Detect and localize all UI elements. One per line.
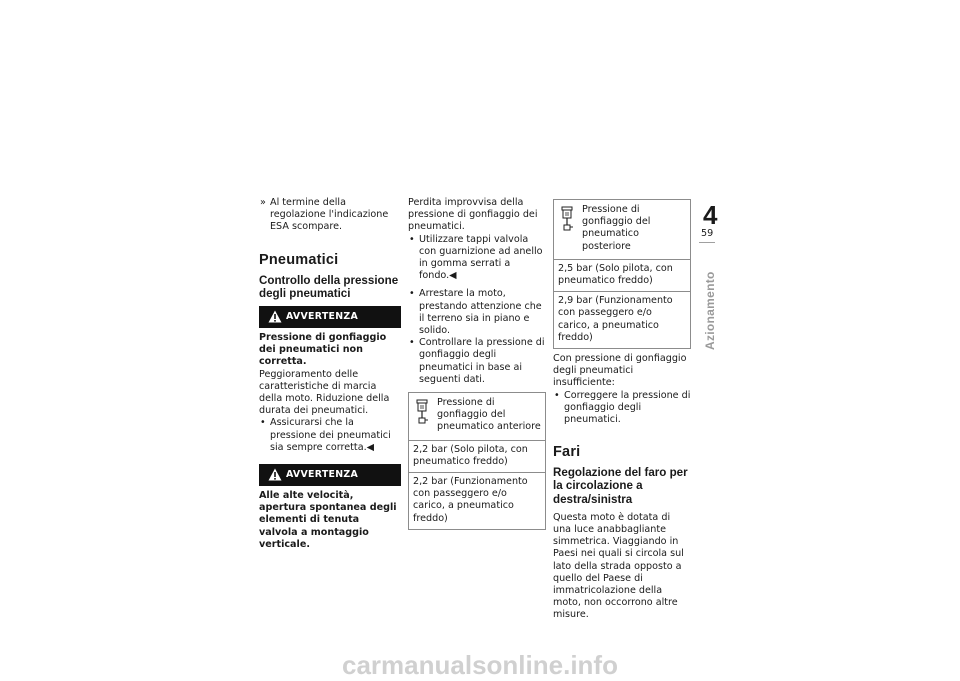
list-item-text: Correggere la pressione di gonfiaggio degli pneumatici. bbox=[564, 389, 691, 426]
column-middle bbox=[408, 197, 546, 534]
table-header-text: Pressione di gonfiaggio del pneumatico anteriore bbox=[437, 397, 541, 433]
column-right bbox=[553, 197, 691, 622]
warning-title: Alle alte velocità, apertura spontanea degli elementi di tenuta valvola a montaggio verticale. bbox=[259, 490, 397, 550]
paragraph: Perdita improvvisa della pressione di gonfiaggio dei pneumatici. bbox=[408, 197, 538, 233]
table-header bbox=[554, 200, 690, 259]
table-row: 2,2 bar (Solo pilota, con pneumatico freddo) bbox=[409, 440, 545, 472]
list-item bbox=[408, 337, 546, 386]
list-item bbox=[408, 234, 546, 283]
table-row: 2,5 bar (Solo pilota, con pneumatico freddo) bbox=[554, 259, 690, 291]
list-item bbox=[553, 390, 691, 427]
result-text: Al termine della regolazione l'indicazione ESA scompare. bbox=[270, 197, 389, 233]
list-item-text: Controllare la pressione di gonfiaggio degli pneumatici in base ai seguenti dati. bbox=[419, 337, 545, 385]
page-number: 59 bbox=[701, 228, 714, 239]
warning-title: Pressione di gonfiaggio dei pneumatici non corretta. bbox=[259, 332, 387, 368]
table-header-text: Pressione di gonfiaggio del pneumatico posteriore bbox=[582, 204, 651, 252]
heading-regolazione-faro: Regolazione del faro per la circolazione a destra/sinistra bbox=[553, 466, 688, 506]
bullet-icon: • bbox=[409, 337, 415, 349]
table-row: 2,9 bar (Funzionamento con passeggero e/o carico, a pneumatico freddo) bbox=[554, 291, 690, 348]
heading-pneumatici: Pneumatici bbox=[259, 251, 339, 268]
bullet-icon: • bbox=[409, 233, 415, 245]
front-tire-pressure-table bbox=[408, 392, 546, 530]
watermark: carmanualsonline.info bbox=[342, 650, 618, 680]
list-item-text: Assicurarsi che la pressione dei pneumatici sia sempre corretta.◀ bbox=[270, 417, 391, 453]
heading-fari: Fari bbox=[553, 444, 581, 461]
warning-triangle-icon bbox=[268, 468, 282, 481]
bullet-icon: • bbox=[554, 389, 560, 401]
section-title: Azionamento bbox=[703, 271, 717, 350]
list-item bbox=[408, 288, 546, 337]
list-item-text: Arrestare la moto, prestando attenzione che il terreno sia in piano e solido. bbox=[419, 288, 542, 337]
warning-label: AVVERTENZA bbox=[286, 469, 359, 481]
warning-label: AVVERTENZA bbox=[286, 311, 359, 323]
warning-triangle-icon bbox=[268, 310, 282, 323]
column-left bbox=[259, 197, 401, 551]
table-row: 2,2 bar (Funzionamento con passeggero e/o carico, a pneumatico freddo) bbox=[409, 472, 545, 529]
paragraph: Con pressione di gonfiaggio degli pneumatici insufficiente: bbox=[553, 353, 687, 389]
paragraph: Questa moto è dotata di una luce anabbagliante simmetrica. Viaggiando in Paesi nei quali si circola sul lato della strada opposto a quello del Paese di immatricolazione della moto, non occorrono altre misure. bbox=[553, 511, 684, 621]
list-item-text: Utilizzare tappi valvola con guarnizione ad anello in gomma serrati a fondo.◀ bbox=[419, 233, 543, 282]
list-item bbox=[259, 417, 401, 454]
warning-banner-1 bbox=[259, 306, 401, 328]
tire-pressure-gauge-icon bbox=[415, 399, 429, 425]
table-header bbox=[409, 393, 545, 440]
tire-pressure-gauge-icon bbox=[560, 206, 574, 232]
rear-tire-pressure-table bbox=[553, 199, 691, 349]
heading-controllo-pressione: Controllo della pressione degli pneumatici bbox=[259, 273, 399, 300]
warning-banner-2 bbox=[259, 464, 401, 486]
divider bbox=[699, 242, 715, 243]
bullet-icon: • bbox=[409, 288, 415, 300]
bullet-icon: • bbox=[260, 417, 266, 429]
result-item bbox=[259, 197, 401, 234]
warning-body: Peggioramento delle caratteristiche di marcia della moto. Riduzione della durata dei pneumatici. bbox=[259, 368, 390, 417]
result-arrow-icon: » bbox=[260, 197, 266, 208]
chapter-number: 4 bbox=[703, 200, 718, 230]
